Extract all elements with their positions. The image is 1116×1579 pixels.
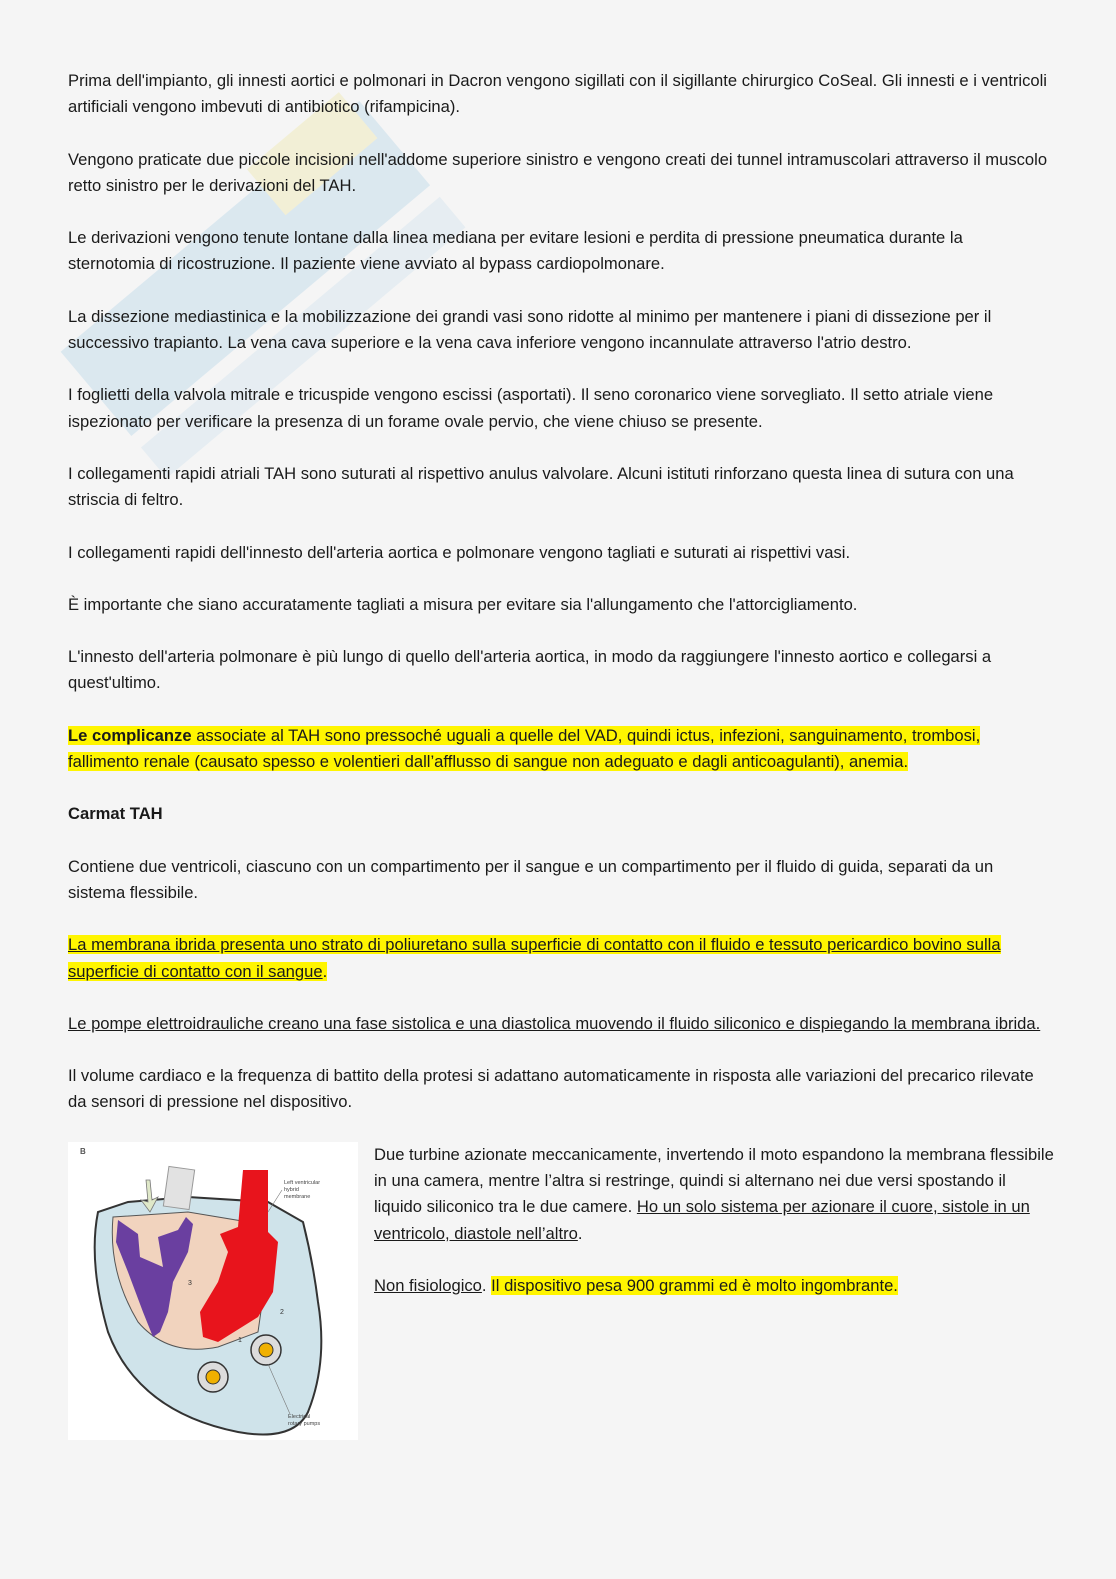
document-body [68, 68, 1054, 1452]
complications-text: associate al TAH sono pressoché uguali a quelle del VAD, quindi ictus, infezioni, sanguinamento, trombosi, fallimento renale (causato spesso e volentieri dall’afflusso di sangue non adeguato e dagli anticoagulanti), anemia. [68, 725, 981, 772]
complications-highlight [68, 726, 980, 771]
turbines-paragraph [374, 1142, 1054, 1247]
figure-row [68, 1142, 1054, 1452]
weight-separator: . [481, 1275, 492, 1295]
carmat-heart-illustration [68, 1142, 358, 1440]
label-number-2: 2 [280, 1308, 284, 1316]
panel-letter: B [80, 1146, 86, 1156]
paragraph: I collegamenti rapidi atriali TAH sono suturati al rispettivo anulus valvolare. Alcuni istituti rinforzano questa linea di sutura con una striscia di feltro. [68, 463, 1014, 510]
label-number-3: 3 [188, 1279, 192, 1287]
carmat-diagram [68, 1142, 358, 1440]
non-physiological: Non fisiologico [374, 1275, 482, 1295]
complications-paragraph [68, 723, 1048, 776]
paragraph: Il volume cardiaco e la frequenza di battito della protesi si adattano automaticamente in risposta alle variazioni del precarico rilevate da sensori di pressione nel dispositivo. [68, 1066, 1034, 1112]
turbines-underlined: Ho un solo sistema per azionare il cuore, sistole in un ventricolo, diastole nell’altro [374, 1197, 1030, 1243]
turbines-text: Due turbine azionate meccanicamente, invertendo il moto espandono la membrana flessibile in una camera, mentre l’altra si restringe, quindi si alternano nei due versi spostando il liquido siliconico tra le due camere. [374, 1144, 1054, 1217]
paragraph: Vengono praticate due piccole incisioni nell'addome superiore sinistro e vengono creati dei tunnel intramuscolari attraverso il muscolo retto sinistro per le derivazioni del TAH. [68, 149, 1048, 195]
weight-paragraph [374, 1273, 1054, 1299]
paragraph: I foglietti della valvola mitrale e tricuspide vengono escissi (asportati). Il seno coronarico viene sorvegliato. Il setto atriale viene ispezionato per verificare la presenza di un forame ovale pervio, che viene chiuso se presente. [68, 385, 994, 431]
rotary-pump-right [251, 1335, 281, 1365]
complications-term: Le complicanze [68, 725, 192, 745]
paragraph: L'innesto dell'arteria polmonare è più lungo di quello dell'arteria aortica, in modo da raggiungere l'innesto aortico e collegarsi a quest'ultimo. [68, 647, 992, 693]
pumps-label: Electrical rotary pumps [288, 1413, 321, 1427]
membrane-label: Left ventricular hybrid membrane [284, 1179, 321, 1200]
section-heading: Carmat TAH [68, 804, 163, 824]
paragraph: Le derivazioni vengono tenute lontane dalla linea mediana per evitare lesioni e perdita di pressione pneumatica durante la sternotomia di ricostruzione. Il paziente viene avviato al bypass cardiopolmonare. [68, 228, 963, 274]
membrane-paragraph [68, 932, 1048, 985]
pumps-paragraph: Le pompe elettroidrauliche creano una fase sistolica e una diastolica muovendo il fluido siliconico e dispiegando la membrana ibrida. [68, 1013, 1041, 1033]
paragraph: La dissezione mediastinica e la mobilizzazione dei grandi vasi sono ridotte al minimo per mantenere i piani di dissezione per il successivo trapianto. La vena cava superiore e la vena cava inferiore vengono incannulate attraverso l'atrio destro. [68, 306, 992, 353]
rotary-pump-left [198, 1362, 228, 1392]
graft [163, 1166, 194, 1209]
paragraph: È importante che siano accuratamente tagliati a misura per evitare sia l'allungamento che l'attorcigliamento. [68, 594, 858, 614]
turbines-period: . [577, 1223, 583, 1243]
figure-caption-text [374, 1142, 1054, 1325]
label-number-1: 1 [238, 1336, 242, 1344]
membrane-highlight: La membrana ibrida presenta uno strato di poliuretano sulla superficie di contatto con il fluido e tessuto pericardico bovino sulla superficie di contatto con il sangue [68, 935, 1001, 981]
membrane-period: . [322, 961, 328, 981]
weight-highlight: Il dispositivo pesa 900 grammi ed è molto ingombrante. [491, 1275, 898, 1295]
paragraph: I collegamenti rapidi dell'innesto dell'arteria aortica e polmonare vengono tagliati e suturati ai rispettivi vasi. [68, 542, 851, 562]
paragraph: Prima dell'impianto, gli innesti aortici e polmonari in Dacron vengono sigillati con il sigillante chirurgico CoSeal. Gli innesti e i ventricoli artificiali vengono imbevuti di antibiotico (rifampicina). [68, 71, 1047, 117]
paragraph: Contiene due ventricoli, ciascuno con un compartimento per il sangue e un compartimento per il fluido di guida, separati da un sistema flessibile. [68, 856, 994, 902]
